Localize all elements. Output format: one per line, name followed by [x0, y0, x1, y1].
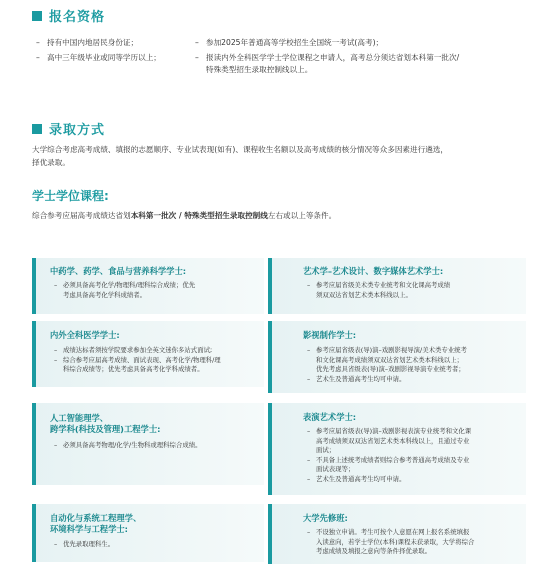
- card-accent-bar: [32, 258, 36, 314]
- list-item: – 综合参考应届高考成绩、面试表现、高考化学/物理科/理: [54, 355, 221, 364]
- program-card: [268, 504, 526, 564]
- program-title: 内外全科医学学士:: [50, 330, 120, 340]
- program-requirements: [307, 528, 525, 557]
- program-requirements: [54, 281, 259, 300]
- list-item-continued: 考虑具备高考化学科成绩者。: [63, 290, 147, 299]
- list-item: – 必须具备高考物理/化学/生物科或理科综合成绩。: [54, 441, 202, 449]
- list-item: – 参考应届省级表(导)演–戏剧影视表演专业统考和文化课: [307, 427, 472, 435]
- list-item: – 艺术生及普通高考生均可申请。: [307, 474, 406, 483]
- list-item-continued: 高考成绩须双双达省划艺术类本科线以上，且通过专业: [316, 436, 470, 445]
- list-item: – 不具备上述统考成绩者则综合参考普通高考成绩及专业: [307, 455, 470, 464]
- card-accent-bar: [268, 321, 272, 393]
- list-item: – 持有中国内地居民身份证；: [36, 38, 139, 47]
- list-item-continued: 须双双达省划艺术类本科线以上。: [316, 290, 412, 299]
- list-item-continued: 和文化课高考成绩须双双达省划艺术类本科线以上；: [316, 355, 463, 364]
- card-accent-bar: [268, 504, 272, 564]
- list-item-continued: 面试表现等；: [316, 465, 355, 473]
- program-card: [268, 321, 526, 393]
- list-item-continued: 优先考虑具省级表(导)演–戏剧影视导演专业统考者；: [316, 365, 465, 373]
- card-accent-bar: [32, 403, 36, 485]
- program-title: 影视制作学士:: [303, 330, 357, 340]
- list-item-continued: 面试；: [316, 446, 336, 454]
- list-item: – 不设独立申请。考生可按个人意愿在网上报名系统填报: [307, 528, 470, 536]
- list-item: – 报读内外全科医学学士学位课程之申请人，高考总分须达省划本科第一批次/: [195, 53, 460, 62]
- program-title: 中药学、药学、食品与营养科学学士:: [50, 266, 187, 276]
- program-title: 表演艺术学士:: [303, 412, 357, 422]
- card-accent-bar: [268, 403, 272, 495]
- eligibility-title: 报名资格: [49, 10, 106, 25]
- list-item-continued: 考虑成绩及填报之意向等条件择优录取。: [316, 547, 432, 555]
- program-requirements: [54, 441, 264, 451]
- program-card: [268, 403, 526, 495]
- program-title: 大学先修班:: [303, 513, 348, 523]
- program-requirements: [307, 427, 525, 484]
- list-item-continued: 科综合成绩等；优先考虑具备高考化学科成绩者。: [63, 365, 204, 373]
- card-accent-bar: [32, 321, 36, 387]
- list-item: – 优先录取理科生。: [54, 540, 115, 548]
- program-card: [32, 321, 264, 387]
- bachelor-title: 学士学位课程:: [32, 189, 109, 203]
- admission-title: 录取方式: [49, 123, 106, 138]
- program-requirements: [307, 346, 525, 384]
- list-item: – 艺术生及普通高考生均可申请。: [307, 374, 406, 383]
- program-requirements: [54, 346, 264, 375]
- list-item: – 参考应届省级美术类专业统考和文化课高考成绩: [307, 281, 451, 289]
- program-card: [32, 258, 264, 314]
- program-title: 自动化与系统工程理学、 环境科学与工程学士:: [50, 513, 142, 534]
- list-item: – 成绩达标者须按学院要求参加全英文迷你多站式面试;: [54, 346, 213, 354]
- program-requirements: [307, 281, 522, 300]
- card-accent-bar: [268, 258, 272, 314]
- list-item: – 高中三年级毕业或同等学历以上；: [36, 53, 161, 62]
- admission-text: 大学综合考虑高考成绩、填报的志愿顺序、专业试表现(如有)、课程收生名额以及高考成绩的核分情况等众多因素进行遴选， 择优录取。: [32, 145, 448, 167]
- program-card: [32, 403, 264, 485]
- program-title: 人工智能理学、 跨学科(科技及管理)工程学士:: [50, 413, 161, 434]
- bachelor-text: 综合参考应届高考成绩达省划本科第一批次 / 特殊类型招生录取控制线左右或以上等条件。: [32, 211, 337, 220]
- list-item-continued: 入读意向，若学士学位(本科)课程未获录取，大学将综合: [316, 537, 475, 546]
- eligibility-right: [195, 37, 540, 76]
- eligibility-heading: [32, 6, 105, 25]
- admission-heading: [32, 119, 105, 138]
- section-square-icon: [32, 11, 42, 21]
- eligibility-left: [36, 37, 186, 64]
- program-card: [32, 504, 264, 562]
- list-item: – 参考应届省级表(导)演–戏剧影视导演/美术类专业统考: [307, 346, 467, 354]
- program-card: [268, 258, 526, 314]
- list-item: – 参加2025年普通高等学校招生全国统一考试(高考)；: [195, 38, 384, 47]
- program-title: 艺术学–艺术设计、数字媒体艺术学士:: [303, 266, 444, 276]
- section-square-icon: [32, 124, 42, 134]
- list-item: – 必须具备高考化学/物理科/理科综合成绩；优先: [54, 281, 196, 289]
- list-item-continued: 特殊类型招生录取控制线以上。: [206, 65, 313, 74]
- card-accent-bar: [32, 504, 36, 562]
- program-requirements: [54, 540, 264, 550]
